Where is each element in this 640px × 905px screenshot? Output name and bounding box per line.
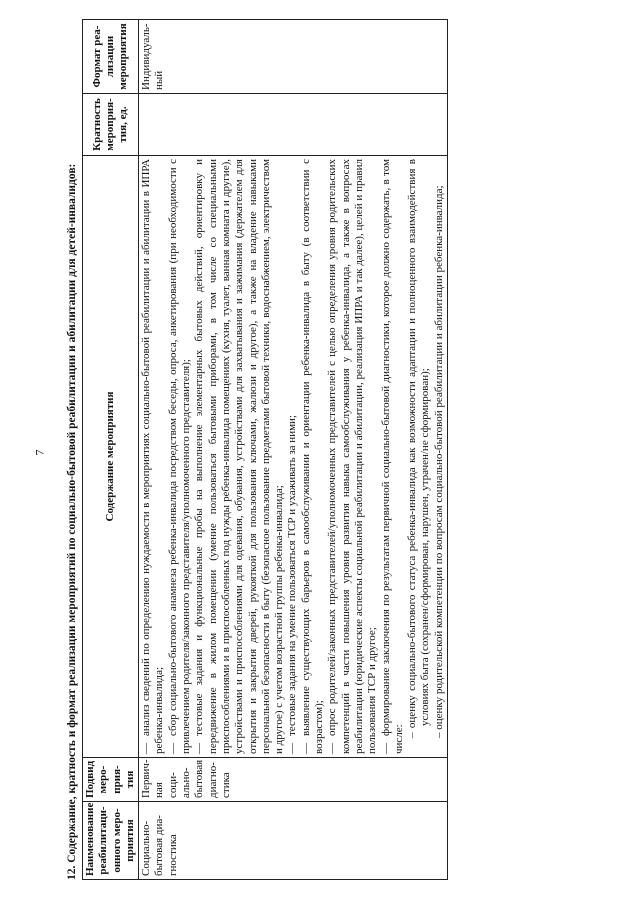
- item-text: тестовые задания и функциональные пробы на выполнение элементарных бытовых действий, ориентировку и передвижение в жилом помещении (умение пользоваться бытовыми приборами, в том числе со специальными приспособлениями и в приспособленных под нужды ребенка-инвалида помещениях (кухня, туалет, ванная комната и другие), устройствами и приспособлениями для одевания, обувания, устройствами для захватывания и зажимания (держателем для открытия и закрытия дверей, рукояткой для пользования ключами, жалюзи и другое), а также на владение навыками персональной безопасности в быту (безопасное пользование предметами бытовой техники, водоснабжением, электричеством и другое) с учетом возрастной группы ребенка-инвалида;: [193, 159, 286, 754]
- section-heading: 12. Содержание, кратность и формат реализации мероприятий по социально-бытовой реабилитации и абилитации для детей-инвалидов:: [66, 163, 78, 880]
- subitem-text: оценку социально-бытового статуса ребенка-инвалида как возможности адаптации и полноценного взаимодействия в условиях быта (сохранен/сформирован, нарушен, утрачен/не сформирован);: [406, 159, 432, 729]
- header-multiplicity: Кратность мероприя-тия, ед.: [83, 94, 139, 156]
- cell-multiplicity: [139, 94, 448, 156]
- list-item: —опрос родителей/законных представителей/уполномоченных представителей с целью определения уровня родительских компетенций в части повышения уровня развития навыка самообслуживания у ребенка-инвалида, а также в вопросах реабилитации (юридические аспекты социальной реабилитации и абилитации, реализация ИПРА и так далее), целей и правил пользования ТСР и другое;: [326, 159, 379, 754]
- list-item: —тестовые задания на умение пользоваться ТСР и ухаживать за ними;: [286, 415, 299, 754]
- rotated-page-content: [60, 20, 640, 880]
- table-header-row: [83, 20, 139, 880]
- item-text: формирование заключения по результатам первичной социально-бытовой диагностики, которое должно содержать, в том числе:: [379, 159, 405, 754]
- item-text: опрос родителей/законных представителей/уполномоченных представителей с целью определения уровня родительских компетенций в части повышения уровня развития навыка самообслуживания у ребенка-инвалида, а также в вопросах реабилитации (юридические аспекты социальной реабилитации и абилитации, реализация ИПРА и так далее), целей и правил пользования ТСР и другое;: [326, 159, 379, 754]
- list-item: —анализ сведений по определению нуждаемости в мероприятиях социально-бытовой реабилитации и абилитации в ИПРА ребенка-инвалида;: [140, 159, 166, 754]
- item-text: сбор социально-бытового анамнеза ребенка-инвалида посредством беседы, опроса, анкетирования (при необходимости с привлечением родителя/законного представителя/уполномоченного представителя);: [166, 159, 193, 754]
- page-number: 7: [32, 449, 47, 456]
- list-item: —формирование заключения по результатам первичной социально-бытовой диагностики, которое должно содержать, в том числе:: [379, 159, 405, 754]
- list-item: —тестовые задания и функциональные пробы на выполнение элементарных бытовых действий, ориентировку и передвижение в жилом помещении (умение пользоваться бытовыми приборами, в том числе со специальными приспособлениями и в приспособленных под нужды ребенка-инвалида помещениях (кухня, туалет, ванная комната и другие), устройствами и приспособлениями для одевания, обувания, устройствами для захватывания и зажимания (держателем для открытия и закрытия дверей, рукояткой для пользования ключами, жалюзи и другое), а также на владение навыками персональной безопасности в быту (безопасное пользование предметами бытовой техники, водоснабжением, электричеством и другое) с учетом возрастной группы ребенка-инвалида;: [193, 159, 286, 754]
- list-item: —сбор социально-бытового анамнеза ребенка-инвалида посредством беседы, опроса, анкетирования (при необходимости с привлечением родителя/законного представителя/уполномоченного представителя);: [166, 159, 193, 754]
- item-text: анализ сведений по определению нуждаемости в мероприятиях социально-бытовой реабилитации и абилитации в ИПРА ребенка-инвалида;: [140, 159, 166, 754]
- cell-measure-name: Социально-бытовая диа-гностика: [139, 802, 448, 880]
- header-content: Содержание мероприятия: [83, 156, 139, 758]
- cell-format: Индивидуаль-ный: [139, 20, 448, 94]
- item-text: тестовые задания на умение пользоваться ТСР и ухаживать за ними;: [286, 415, 299, 736]
- header-format: Формат реа-лизации мероприятия: [83, 20, 139, 94]
- cell-content: [139, 156, 448, 758]
- sub-list-item: – оценку социально-бытового статуса ребенка-инвалида как возможности адаптации и полноценного взаимодействия в условиях быта (сохранен/сформирован, нарушен, утрачен/не сформирован);: [406, 159, 432, 738]
- sub-list-item: – оценку родительской компетенции по вопросам социально-бытовой реабилитации и абилитации ребенка-инвалида;: [432, 185, 445, 738]
- header-name: Наименование реабилитаци-онного меро-приятия: [83, 802, 139, 880]
- measures-table: [82, 19, 448, 880]
- cell-subtype: Первич-ная соци-ально-бытовая диагно-стика: [139, 758, 448, 802]
- table-row: [139, 20, 448, 880]
- item-text: выявление существующих барьеров в самообслуживании и ориентации ребенка-инвалида в быту (в соответствии с возрастом);: [299, 159, 326, 754]
- header-subtype: Подвид меро-прия-тия: [83, 758, 139, 802]
- list-item: —выявление существующих барьеров в самообслуживании и ориентации ребенка-инвалида в быту (в соответствии с возрастом);: [299, 159, 326, 754]
- subitem-text: оценку родительской компетенции по вопросам социально-бытовой реабилитации и абилитации ребенка-инвалида;: [432, 185, 445, 730]
